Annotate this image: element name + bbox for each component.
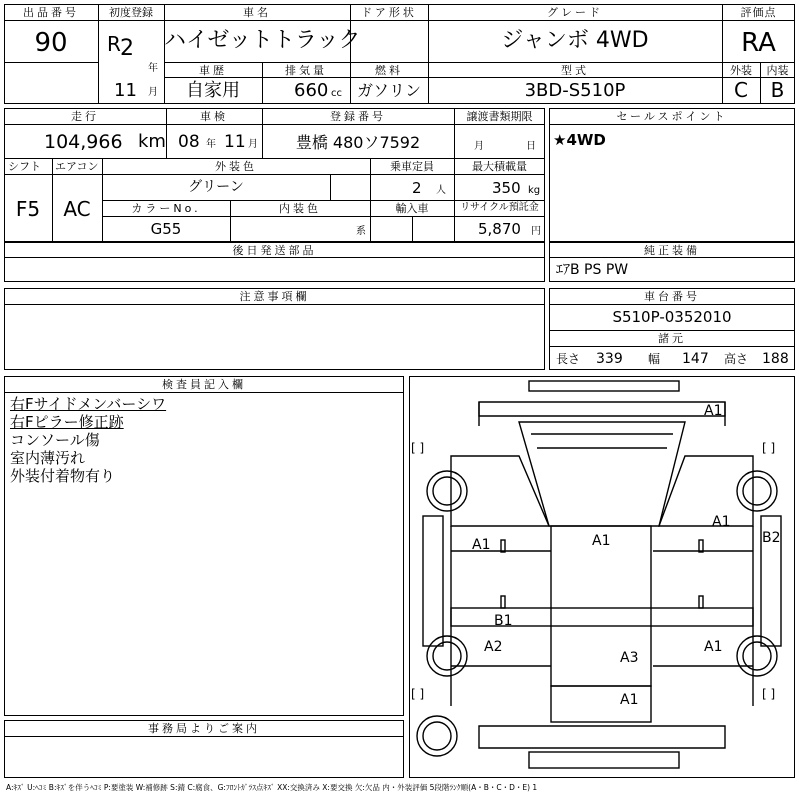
damage-mark: A2 <box>484 639 503 655</box>
inspector-line-3: コンソール傷 <box>10 431 100 449</box>
history-label: 車歴 <box>199 64 227 77</box>
damage-mark: A1 <box>712 514 731 530</box>
damage-mark: A1 <box>592 533 611 549</box>
model-label: 型式 <box>561 64 589 77</box>
int-color-label: 内装色 <box>279 202 321 215</box>
length-label: 長さ <box>556 352 581 366</box>
fuel: ガソリン <box>356 81 421 100</box>
equipment-label: 純正装備 <box>644 244 700 257</box>
damage-mark: B1 <box>494 613 513 629</box>
footer-legend: A:ｷｽﾞ U:ﾍｺﾐ B:ｷｽﾞを伴うﾍｺﾐ P:要塗装 W:補修跡 S:錆 C:腐食、G:ﾌﾛﾝﾄｶﾞﾗｽ点ｷｽﾞ XX:交換済み X:要交換 欠:欠品 内・外装評価 5段階ﾗﾝｸ順(A・B・C・D・E) 1 <box>6 783 538 792</box>
max-load-unit: kg <box>528 185 541 196</box>
lot-number: 90 <box>34 28 68 58</box>
chassis-number: S510P-0352010 <box>612 308 732 326</box>
history: 自家用 <box>186 80 240 101</box>
parts-label: 後日発送部品 <box>232 244 317 257</box>
inspection-month-unit: 月 <box>248 139 258 150</box>
exterior-grade: C <box>734 78 748 102</box>
truck-outline <box>409 376 795 778</box>
reg-no: 豊橋 480ソ7592 <box>295 133 421 152</box>
model: 3BD-S510P <box>524 80 626 101</box>
interior-label: 内装 <box>766 64 789 77</box>
height-label: 高さ <box>724 352 749 366</box>
mileage-unit: km <box>138 131 166 152</box>
capacity-unit: 人 <box>436 185 446 196</box>
grade-label: グレード <box>547 6 603 19</box>
notes-label: 注意事項欄 <box>239 290 310 303</box>
first-reg-year: 2 <box>120 36 134 61</box>
ac-label: エアコン <box>55 160 99 173</box>
inspection-year: 08 <box>178 132 200 152</box>
car-name: ハイゼットトラック <box>164 28 361 53</box>
inspector-label: 検査員記入欄 <box>162 378 246 391</box>
capacity-label: 乗車定員 <box>390 160 434 173</box>
capacity: 2 <box>412 179 422 197</box>
color-no: G55 <box>150 220 182 238</box>
damage-mark: A1 <box>620 692 639 708</box>
reg-no-label: 登録番号 <box>330 110 386 123</box>
ac: AC <box>63 197 91 221</box>
transfer-label: 譲渡書類期限 <box>466 110 533 123</box>
year-unit: 年 <box>148 63 158 74</box>
sales-point: ★4WD <box>553 131 606 149</box>
exterior-color: グリーン <box>188 179 244 195</box>
shift: F5 <box>15 197 41 221</box>
import-label: 輸入車 <box>395 202 429 215</box>
damage-mark: B2 <box>762 530 781 546</box>
exterior-label: 外装 <box>730 64 752 77</box>
inspection-year-unit: 年 <box>206 139 216 150</box>
displacement: 660 <box>294 80 329 101</box>
color-label: 外装色 <box>215 160 257 173</box>
dims-label: 諸元 <box>658 332 686 345</box>
inspection-month: 11 <box>224 132 246 152</box>
displacement-label: 排気量 <box>285 64 327 77</box>
office-label: 事務局よりご案内 <box>148 722 260 735</box>
bracket-right-top: [ ] <box>762 441 776 455</box>
fuel-label: 燃料 <box>375 64 403 77</box>
recycle-fee: 5,870 <box>478 220 521 238</box>
bracket-left-bot: [ ] <box>411 687 425 701</box>
inspector-line-1: 右Fサイドメンバーシワ <box>10 395 167 413</box>
inspection-label: 車検 <box>200 110 228 123</box>
transfer-day-unit: 日 <box>526 141 536 152</box>
score-label: 評価点 <box>740 6 777 19</box>
shift-label: シフト <box>8 160 41 173</box>
inspector-line-4: 室内薄汚れ <box>10 449 86 467</box>
inspector-line-5: 外装付着物有り <box>10 467 116 485</box>
grade: ジャンボ 4WD <box>501 28 649 53</box>
door-label: ドア形状 <box>361 6 417 19</box>
damage-mark: A3 <box>620 650 639 666</box>
car-name-label: 車名 <box>243 6 271 19</box>
month-unit: 月 <box>148 87 158 98</box>
inspector-line-2: 右Fピラー修正跡 <box>10 413 124 431</box>
width: 147 <box>682 351 709 367</box>
transfer-month-unit: 月 <box>474 141 484 152</box>
max-load: 350 <box>492 179 521 197</box>
era: R <box>107 32 121 56</box>
interior-grade: B <box>770 78 785 102</box>
length: 339 <box>596 351 623 367</box>
color-no-label: カラーNo. <box>131 202 201 215</box>
load-label: 最大積載量 <box>472 160 527 173</box>
damage-mark: A1 <box>472 537 491 553</box>
width-label: 幅 <box>648 352 661 366</box>
score: RA <box>741 28 776 58</box>
chassis-label: 車台番号 <box>644 290 700 303</box>
mileage-label: 走行 <box>71 110 99 123</box>
height: 188 <box>762 351 789 367</box>
lot-label: 出品番号 <box>23 6 79 19</box>
bracket-right-bot: [ ] <box>762 687 776 701</box>
first-reg-month: 11 <box>114 80 137 101</box>
sales-point-box <box>549 108 795 242</box>
int-color-unit: 系 <box>356 226 366 237</box>
first-reg-label: 初度登録 <box>109 6 153 19</box>
recycle-label: リサイクル預託金 <box>460 202 539 213</box>
mileage: 104,966 <box>44 131 123 153</box>
sales-point-label: セールスポイント <box>616 110 728 123</box>
bracket-left-top: [ ] <box>411 441 425 455</box>
displacement-unit: cc <box>331 88 342 99</box>
damage-mark: A1 <box>704 403 723 419</box>
equipment: ｴｱB PS PW <box>556 262 629 278</box>
recycle-unit: 円 <box>531 226 541 237</box>
damage-mark: A1 <box>704 639 723 655</box>
detail-table <box>4 108 545 242</box>
